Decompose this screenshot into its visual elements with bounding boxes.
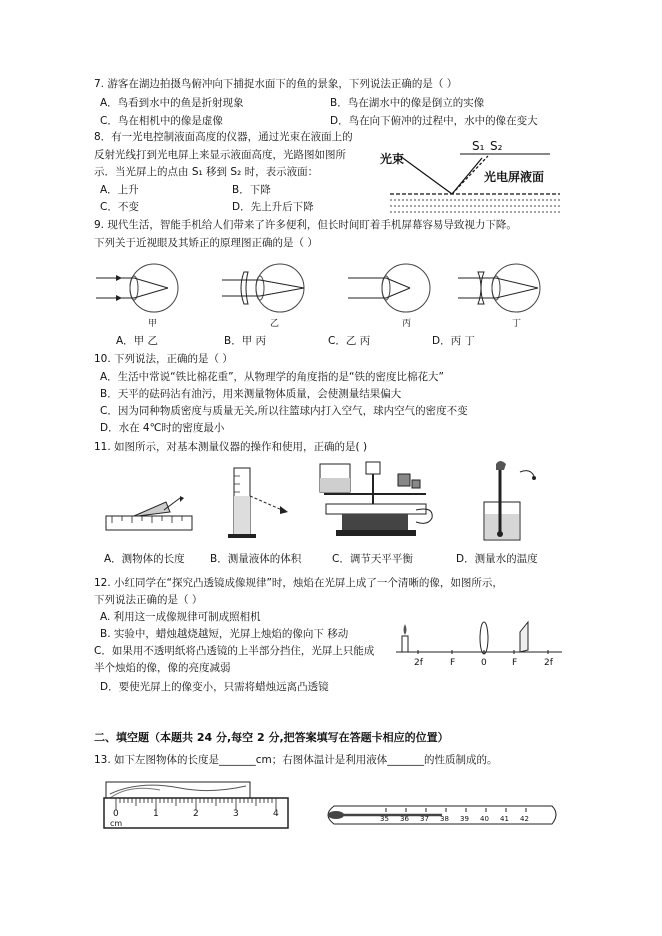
q9-option-a[interactable]: A．甲 乙 (116, 335, 159, 347)
q11-option-d[interactable]: D．测量水的温度 (456, 553, 538, 565)
q10-option-b[interactable]: B．天平的砝码沾有油污，用来测量物体质量，会使测量结果偏大 (100, 388, 402, 400)
q12-line1: 12. 小红同学在“探究凸透镜成像规律”时，烛焰在光屏上成了一个清晰的像，如图所示， (94, 577, 503, 589)
eye-diagram-ding (458, 258, 558, 330)
ruler-measure-figure (104, 492, 196, 540)
q12-option-c-line2: 半个烛焰的像，像的亮度减弱 (94, 662, 231, 674)
q9-option-b[interactable]: B．甲 丙 (224, 335, 267, 347)
label-bing: 丙 (402, 319, 412, 329)
q13-ruler-figure (100, 776, 290, 834)
q7-stem: 7. 游客在湖边拍摄鸟俯冲向下捕捉水面下的鱼的景象，下列说法正确的是（ ） (94, 78, 458, 90)
convex-lens-bench-figure (394, 618, 564, 672)
q11-stem: 11. 如图所示，对基本测量仪器的操作和使用，正确的是( ) (94, 441, 368, 453)
q9-line2: 下列关于近视眼及其矫正的原理图正确的是（ ） (94, 237, 318, 249)
label-yi: 乙 (270, 319, 280, 329)
q8-option-d[interactable]: D．先上升后下降 (232, 201, 314, 213)
section-2-title: 二、填空题（本题共 24 分,每空 2 分,把答案填写在答题卡相应的位置） (94, 731, 449, 744)
axis-2f-right: 2f (544, 658, 553, 668)
q8-option-c[interactable]: C．不变 (100, 201, 139, 213)
q12-option-b[interactable]: B. 实验中，蜡烛越烧越短，光屏上烛焰的像向下 移动 (100, 628, 349, 640)
q11-option-b[interactable]: B．测量液体的体积 (210, 553, 302, 565)
s2-label: S₂ (490, 139, 503, 153)
light-path-figure (380, 136, 570, 216)
axis-f-right: F (512, 658, 518, 668)
q7-option-a[interactable]: A．鸟看到水中的鱼是折射现象 (100, 97, 244, 109)
label-jia: 甲 (148, 319, 158, 329)
s1-label: S₁ (472, 139, 485, 153)
eye-diagram-jia (96, 258, 196, 330)
therm-tick-37: 37 (420, 815, 429, 823)
axis-origin: 0 (481, 658, 487, 668)
axis-2f-left: 2f (414, 658, 423, 668)
therm-tick-42: 42 (520, 815, 529, 823)
q7-option-c[interactable]: C．鸟在相机中的像是虚像 (100, 115, 223, 127)
eye-diagram-yi (222, 258, 322, 330)
q10-option-c[interactable]: C．因为同种物质密度与质量无关,所以往篮球内打入空气，球内空气的密度不变 (100, 405, 468, 417)
q7-option-d[interactable]: D．鸟在向下俯冲的过程中，水中的像在变大 (330, 115, 538, 127)
eye-diagram-bing (348, 258, 448, 330)
q12-option-a[interactable]: A. 利用这一成像规律可制成照相机 (100, 611, 261, 623)
clinical-thermometer-figure (322, 800, 562, 830)
ruler-tick-1: 1 (153, 809, 159, 819)
ruler-tick-3: 3 (233, 809, 239, 819)
q10-option-a[interactable]: A．生活中常说“铁比棉花重”，从物理学的角度指的是“铁的密度比棉花大” (100, 371, 444, 383)
q12-line2: 下列说法正确的是（ ） (94, 594, 203, 606)
therm-tick-40: 40 (480, 815, 489, 823)
q9-line1: 9. 现代生活，智能手机给人们带来了许多便利，但长时间盯着手机屏幕容易导致视力下降。 (94, 219, 517, 231)
q8-option-a[interactable]: A．上升 (100, 184, 139, 196)
q8-line2: 反射光线打到光电屏上来显示液面高度，光路图如图所 (94, 149, 346, 161)
label-ding: 丁 (512, 319, 522, 329)
therm-tick-39: 39 (460, 815, 469, 823)
q9-option-d[interactable]: D．丙 丁 (432, 335, 475, 347)
q12-option-c-line1[interactable]: C．如果用不透明纸将凸透镜的上半部分挡住，光屏上只能成 (94, 645, 375, 657)
therm-tick-36: 36 (400, 815, 409, 823)
q9-option-c[interactable]: C．乙 丙 (328, 335, 371, 347)
q12-option-d[interactable]: D．要使光屏上的像变小，只需将蜡烛远离凸透镜 (100, 681, 329, 693)
thermometer-water-figure (476, 458, 540, 546)
q10-stem: 10. 下列说法，正确的是（ ） (94, 353, 233, 365)
ruler-tick-4: 4 (273, 809, 279, 819)
ruler-tick-2: 2 (193, 809, 199, 819)
q8-line3: 示．当光屏上的点由 S₁ 移到 S₂ 时，表示液面： (94, 166, 319, 178)
q8-line1: 8．有一光电控制液面高度的仪器，通过光束在液面上的 (94, 131, 353, 143)
q7-option-b[interactable]: B．鸟在湖水中的像是倒立的实像 (330, 97, 485, 109)
q11-option-c[interactable]: C．调节天平平衡 (332, 553, 413, 565)
q10-option-d[interactable]: D．水在 4℃时的密度最小 (100, 422, 225, 434)
balance-figure (316, 460, 446, 546)
q8-option-b[interactable]: B．下降 (232, 184, 271, 196)
cylinder-figure (224, 466, 294, 542)
q13-text: 13. 如下左图物体的长度是_______cm；右图体温计是利用液体_______的性质制成的。 (94, 754, 498, 766)
ruler-tick-0: 0 (113, 809, 119, 819)
ruler-unit: cm (110, 819, 123, 828)
q11-option-a[interactable]: A．测物体的长度 (104, 553, 185, 565)
therm-tick-35: 35 (380, 815, 389, 823)
axis-f-left: F (450, 658, 456, 668)
therm-tick-38: 38 (440, 815, 449, 823)
beam-label: 光束 (380, 152, 405, 166)
screen-liquid-label: 光电屏液面 (484, 170, 545, 184)
therm-tick-41: 41 (500, 815, 509, 823)
